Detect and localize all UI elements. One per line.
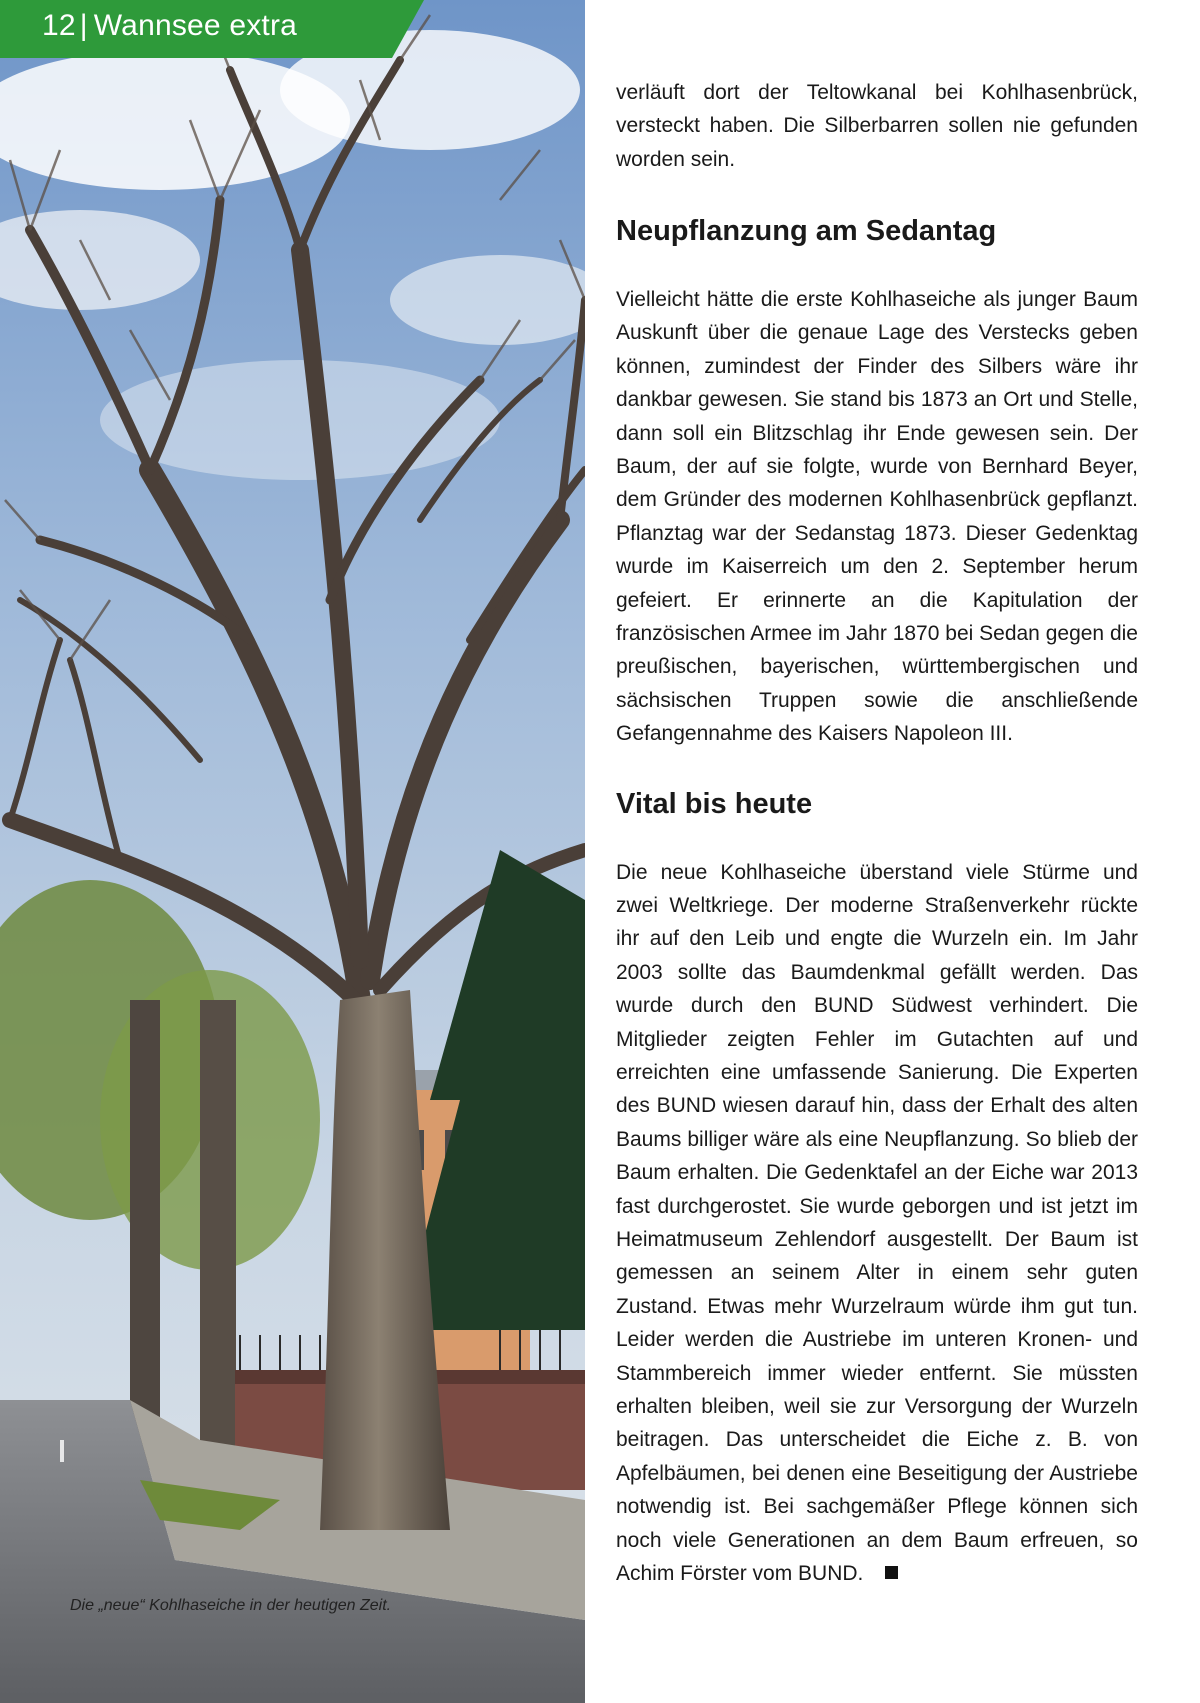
section-text-vital: Die neue Kohlhaseiche überstand viele Stürme und zwei Weltkriege. Der moderne Straßenverkehr rückte ihr auf den Leib und engte die Wurzeln ein. Im Jahr 2003 sollte das Baumdenkmal gefällt werden. Das wurde durch den BUND Südwest verhindert. Die Mitglieder zeigten Fehler im Gutachten auf und erreichten eine umfassende Sanierung. Die Experten des BUND wiesen darauf hin, dass der Erhalt des alten Baums billiger wäre als eine Neupflanzung. So blieb der Baum erhalten. Die Gedenktafel an der Eiche war 2013 fast durchgerostet. Sie wurde geborgen und ist jetzt im Heimatmuseum Zehlendorf ausgestellt. Der Baum ist gemessen an seinem Alter in einem sehr guten Zustand. Etwas mehr Wurzelraum würde ihm gut tun. Leider werden die Austriebe im unteren Kronen- und Stammbereich immer wieder entfernt. Sie müssten erhalten bleiben, weil sie zur Versorgung der Wurzeln beitragen. Das unterscheidet die Eiche z. B. von Apfelbäumen, bei denen eine Beseitigung der Austriebe notwendig ist. Bei sachgemäßer Pflege können sich noch viele Generationen an dem Baum erfreuen, so Achim Förster vom BUND. — [616, 860, 1138, 1586]
article-column — [616, 76, 1138, 1590]
page-number: 12 — [42, 9, 76, 42]
oak-tree-photo — [0, 0, 585, 1703]
header-label — [42, 9, 297, 42]
section-text-neupflanzung: Vielleicht hätte die erste Kohlhaseiche als junger Baum Auskunft über die genaue Lage des Verstecks geben können, zumindest der Finder des Silbers wäre ihr dankbar gewesen. Sie stand bis 1873 an Ort und Stelle, dann soll ein Blitzschlag ihr Ende gewesen sein. Der Baum, der auf sie folgte, wurde von Bernhard Beyer, dem Gründer des modernen Kohlhasenbrück gepflanzt. Pflanztag war der Sedanstag 1873. Dieser Gedenktag wurde im Kaiserreich um den 2. September herum gefeiert. Er erinnerte an die Kapitulation der französischen Armee im Jahr 1870 bei Sedan gegen die preußischen, bayerischen, württembergischen und sächsischen Truppen sowie die anschließende Gefangennahme des Kaisers Napoleon III. — [616, 288, 1138, 746]
end-mark-icon — [885, 1566, 898, 1579]
section-heading-vital: Vital bis heute — [616, 787, 813, 820]
section-text-vital-wrapper — [616, 856, 1138, 1591]
header-separator: | — [79, 9, 88, 42]
section-heading-neupflanzung: Neupflanzung am Sedantag — [616, 215, 997, 248]
photo-caption: Die „neue“ Kohlhaseiche in der heutigen Zeit. — [70, 1597, 392, 1614]
section-name: Wannsee extra — [93, 9, 298, 42]
section-header-tab — [0, 0, 424, 58]
intro-paragraph: verläuft dort der Teltowkanal bei Kohlhasenbrück, versteckt haben. Die Silberbarren sollen nie gefunden worden sein. — [616, 81, 1138, 171]
